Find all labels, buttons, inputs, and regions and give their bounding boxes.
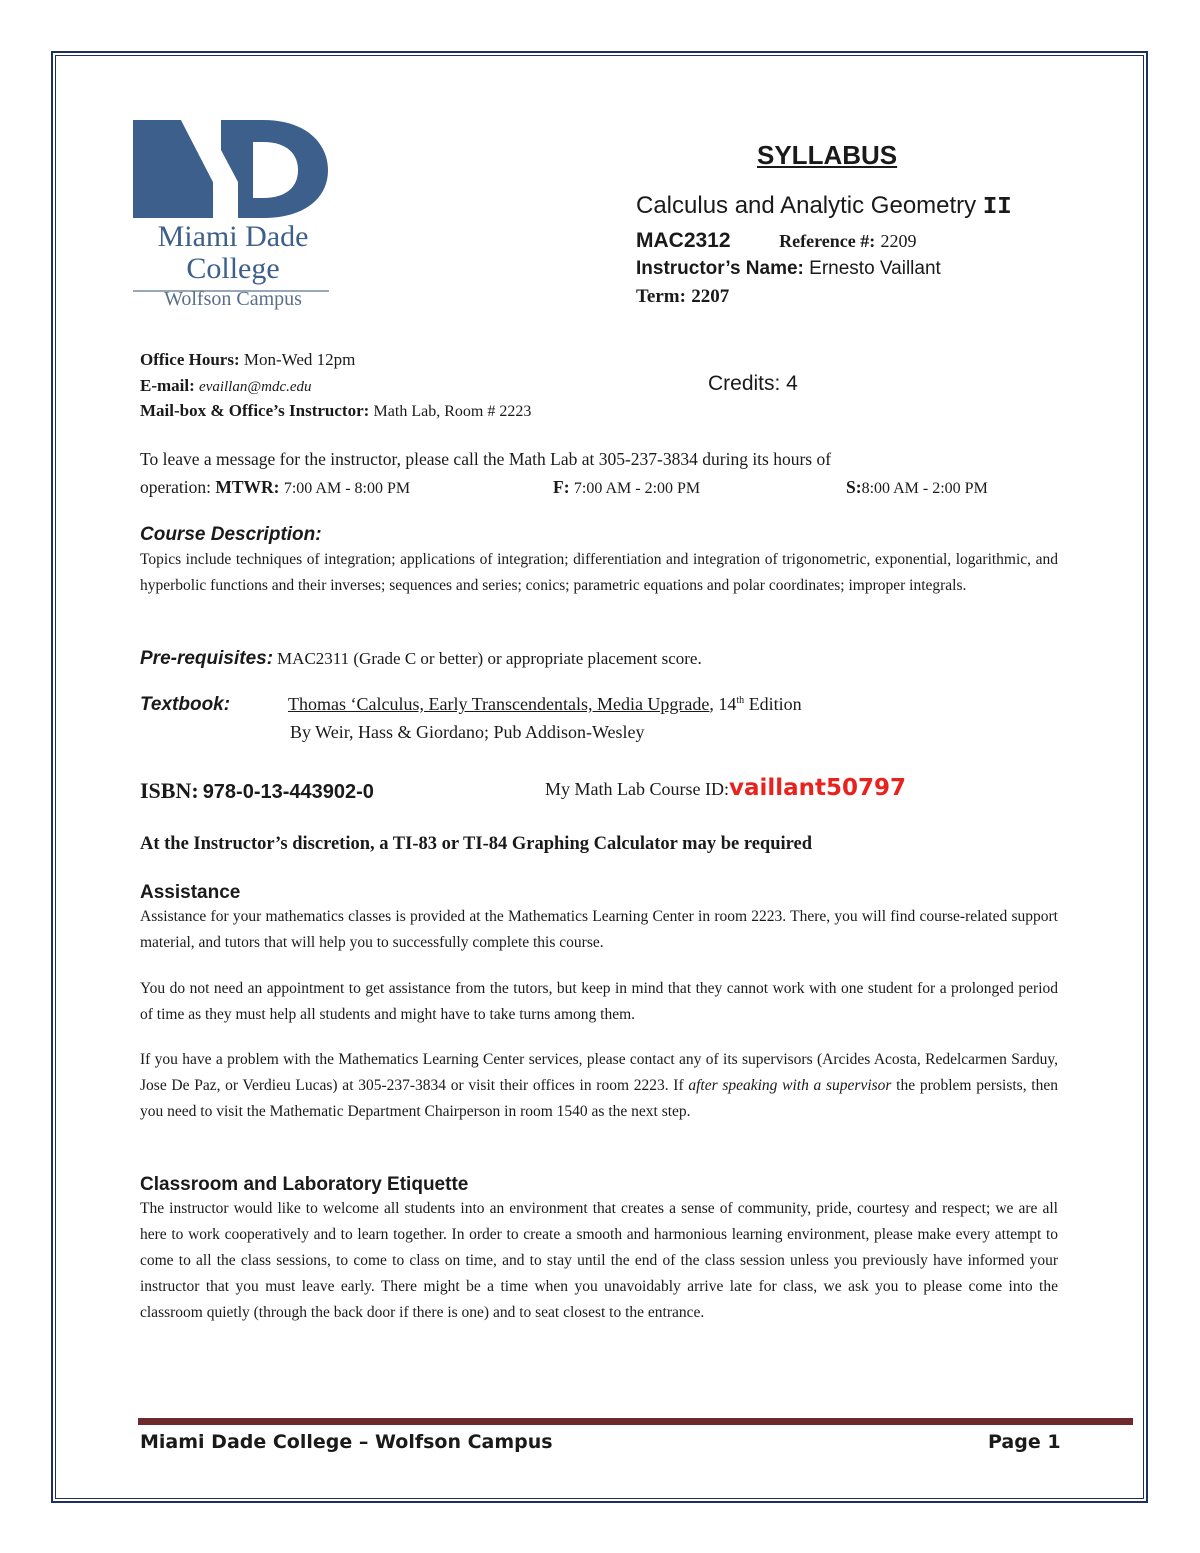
message-line-1: To leave a message for the instructor, please call the Math Lab at 305-237-3834 during its hours of [140, 449, 832, 469]
mymathlab-line [545, 775, 906, 801]
saturday-hours [846, 477, 988, 498]
isbn-label: ISBN: [140, 778, 199, 803]
course-code: MAC2312 [636, 229, 731, 252]
textbook-title: Thomas ‘Calculus, Early Transcendentals, Media Upgrade [288, 694, 710, 714]
textbook-edition-sup: th [736, 695, 745, 706]
saturday-value: 8:00 AM - 2:00 PM [861, 480, 988, 497]
course-title [636, 192, 1012, 221]
assistance-paragraph-2: You do not need an appointment to get assistance from the tutors, but keep in mind that they cannot work with one student for a prolonged period of time as they must help all students and might have to take turns among them. [140, 980, 1058, 1023]
course-roman: II [982, 194, 1012, 221]
footer-college: Miami Dade College – Wolfson Campus [140, 1431, 553, 1453]
reference-label: Reference #: [779, 231, 876, 251]
course-code-line [636, 229, 917, 253]
etiquette-heading: Classroom and Laboratory Etiquette [140, 1174, 469, 1195]
friday-label: F: [553, 477, 570, 497]
assistance-p3-italic: after speaking with a supervisor [688, 1077, 892, 1094]
mtwr-hours: 7:00 AM - 8:00 PM [283, 480, 411, 497]
reference-value: 2209 [880, 231, 917, 251]
email-value[interactable]: evaillan@mdc.edu [199, 379, 312, 395]
office-hours-label: Office Hours: [140, 350, 240, 369]
prerequisites-label: Pre-requisites: [140, 648, 274, 669]
page-title: SYLLABUS [757, 140, 898, 170]
credits: Credits: 4 [708, 372, 798, 395]
footer-divider [138, 1418, 1133, 1425]
mymathlab-course-id: vaillant50797 [728, 775, 907, 801]
term-value: 2207 [691, 286, 730, 307]
mailbox-value: Math Lab, Room # 2223 [373, 403, 532, 420]
mailbox-line [140, 401, 531, 421]
mtwr-label: MTWR: [215, 477, 280, 497]
email-label: E-mail: [140, 376, 195, 395]
assistance-p3-part-a: If you have a problem with the Mathematics Learning Center services, please contact any of its supervisors (Arcides Acosta, Redelcarmen Sarduy, Jose De Paz, or Verdieu Lucas) at 305-237-3834 or visit their offices in room 2223. If [140, 1051, 1058, 1094]
isbn-line [140, 778, 374, 804]
course-description-heading: Course Description: [140, 524, 322, 545]
friday-value: 7:00 AM - 2:00 PM [573, 480, 701, 497]
assistance-paragraph-3 [140, 1047, 1058, 1125]
mymathlab-label: My Math Lab Course ID: [545, 779, 729, 799]
md-logo-icon [133, 120, 333, 220]
course-description-text: Topics include techniques of integration; applications of integration; differentiation and integration of trigonometric, exponential, logarithmic, and hyperbolic functions and their inverses; sequences and series; conics; parametric equations and polar coordinates; improper integrals. [140, 551, 1058, 594]
isbn-value: 978-0-13-443902-0 [202, 781, 374, 803]
textbook-label: Textbook: [140, 694, 231, 715]
logo-line-2: College [186, 252, 280, 285]
footer-page-number: Page 1 [988, 1431, 1061, 1453]
textbook-edition-num: 14 [718, 694, 737, 714]
saturday-label: S: [846, 477, 862, 497]
instructor-value: Ernesto Vaillant [809, 258, 941, 279]
etiquette-text: The instructor would like to welcome all students into an environment that creates a sense of community, pride, courtesy and respect; we are all here to work cooperatively and to learn together. In order to create a smooth and harmonious learning environment, please make every attempt to come to all the class sessions, to come to class on time, and to stay until the end of the class session unless you previously have informed your instructor that you must leave early. There might be a time when you unavoidably arrive late for class, we ask you to please come into the classroom quietly (through the back door if there is one) and to seat closest to the entrance. [140, 1200, 1058, 1321]
assistance-p3-part-b: the problem persists, then you need to visit the Mathematic Department Chairperson in room 1540 as the next step. [140, 1077, 1058, 1120]
textbook-edition-word: Edition [748, 694, 802, 714]
calculator-note: At the Instructor’s discretion, a TI-83 or TI-84 Graphing Calculator may be required [140, 834, 812, 854]
prerequisites-line [140, 648, 1060, 670]
textbook-title-line: Thomas ‘Calculus, Early Transcendentals, Media Upgrade, 14th Edition [288, 694, 802, 714]
college-logo [133, 120, 333, 316]
logo-line-3: Wolfson Campus [164, 288, 302, 310]
assistance-heading: Assistance [140, 882, 241, 903]
email-line [140, 376, 312, 396]
course-name: Calculus and Analytic Geometry [636, 192, 977, 219]
assistance-paragraph-1: Assistance for your mathematics classes is provided at the Mathematics Learning Center in room 2223. There, you will find course-related support material, and tutors that will help you to successfully complete this course. [140, 908, 1058, 951]
term-line [636, 286, 729, 308]
friday-hours [553, 477, 700, 498]
operation-prefix: operation: [140, 477, 211, 497]
instructor-line [636, 258, 941, 280]
logo-line-1: Miami Dade [157, 220, 309, 253]
mailbox-label: Mail-box & Office’s Instructor: [140, 401, 370, 420]
textbook-authors: By Weir, Hass & Giordano; Pub Addison-Wesley [290, 722, 645, 742]
office-hours-line [140, 350, 355, 370]
term-label: Term: [636, 286, 686, 307]
office-hours-value: Mon-Wed 12pm [243, 350, 356, 369]
prerequisites-text: MAC2311 (Grade C or better) or appropriate placement score. [277, 649, 702, 668]
instructor-label: Instructor’s Name: [636, 258, 804, 279]
